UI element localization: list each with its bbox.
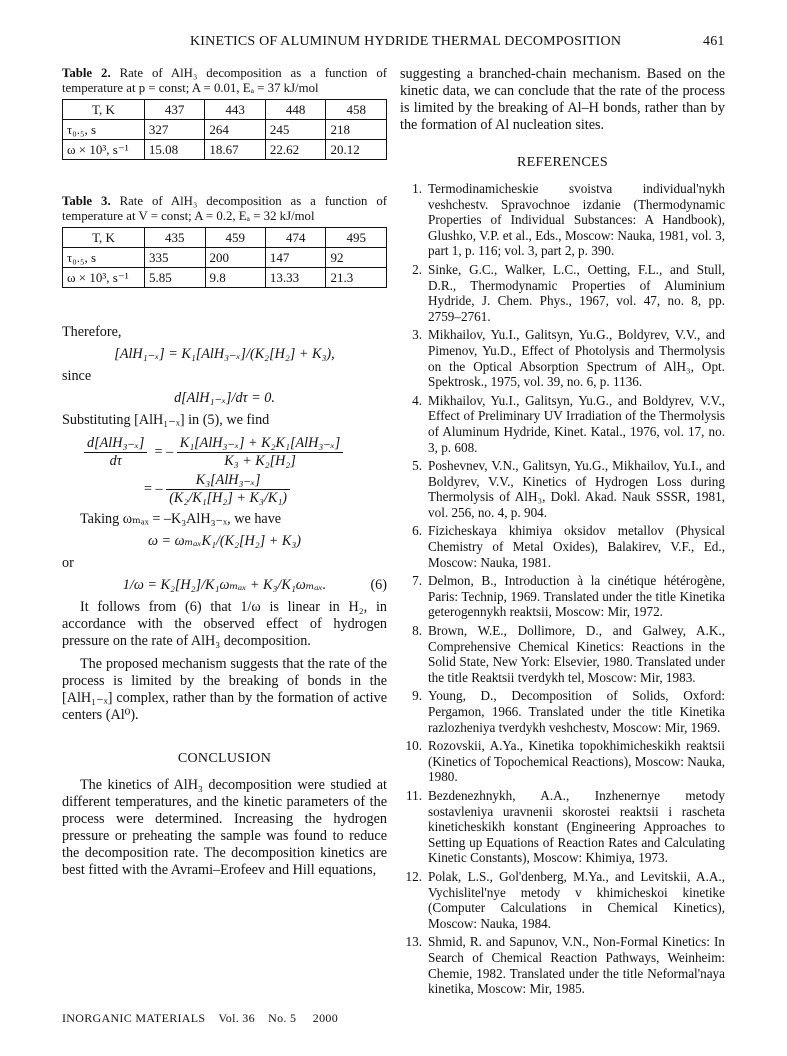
eq3-rhs1-denominator: K₃ + K₂[H₂] <box>224 453 296 469</box>
eq3-lhs-denominator: dτ <box>109 453 122 469</box>
table-cell: 335 <box>145 248 205 268</box>
reference-item <box>400 458 725 520</box>
reference-number: 10. <box>405 738 422 754</box>
table2-caption-text: Rate of AlH₃ decomposition as a function of temperature at p = const; A = 0.01, Eₐ = 37 kJ/mol <box>62 66 387 95</box>
table3-header-label: T, K <box>63 228 145 248</box>
table3-row-tau <box>63 248 387 268</box>
footer-year: 2000 <box>312 1011 338 1025</box>
reference-item <box>400 688 725 735</box>
table2-row1-label: τ₀.₅, s <box>63 120 145 140</box>
table-cell: 92 <box>326 248 387 268</box>
eq3-rhs2-fraction <box>166 472 290 507</box>
eq3-rhs1-numerator: K₁[AlH₃₋ₓ] + K₂K₁[AlH₃₋ₓ] <box>177 435 344 453</box>
table3-caption <box>62 194 387 224</box>
reference-number: 2. <box>412 261 422 277</box>
reference-number: 6. <box>412 523 422 539</box>
equation-3b: = – $\frac{\text{K₃[AlH₃₋ₓ]}}{\text{(K₂/K₁[H₂] + K₃/K₁)}}$ <box>62 472 387 507</box>
reference-number: 8. <box>412 623 422 639</box>
reference-text: Rozovskii, A.Ya., Kinetika topokhimicheskikh reaktsii (Kinetics of Topochemical Reactions), Moscow: Nauka, 1980. <box>428 738 725 785</box>
table-cell: 448 <box>265 100 326 120</box>
eq3-lhs-fraction <box>84 435 147 470</box>
reference-number: 11. <box>406 787 422 803</box>
reference-text: Bezdenezhnykh, A.A., Inzhenernye metody sostavleniya uravnenii skorostei reaktsii i rascheta kineticheskikh konstant (Engineering Approaches to Setting up Equations of Reaction Rates and Calculating Kinetic Constants), Moscow: Khimiya, 1973. <box>428 787 725 866</box>
reference-number: 9. <box>412 688 422 704</box>
table-cell: 443 <box>205 100 266 120</box>
reference-item <box>400 788 725 866</box>
continuation-paragraph: suggesting a branched-chain mechanism. Based on the kinetic data, we can conclude that the rate of the process is limited by the breaking of Al–H bonds, rather than by the formation of Al nucleation sites. <box>400 66 725 133</box>
table-cell: 459 <box>205 228 265 248</box>
reference-item <box>400 181 725 259</box>
equation-2: d[AlH₁₋ₓ]/dτ = 0. <box>174 390 275 406</box>
references-heading: REFERENCES <box>517 155 608 170</box>
conclusion-paragraph: The kinetics of AlH₃ decomposition were studied at different temperatures, and the kinetic parameters of the process were determined. Increasing the hydrogen pressure or preheating the sample was found to reduce the decomposition rate. The decomposition kinetics are best fitted with the Avrami–Erofeev and Hill equations, <box>62 777 387 878</box>
table-cell: 5.85 <box>145 268 205 288</box>
table-cell: 437 <box>144 100 205 120</box>
reference-item <box>400 523 725 570</box>
reference-number: 3. <box>412 327 422 343</box>
reference-item <box>400 262 725 324</box>
table-cell: 22.62 <box>265 140 326 160</box>
reference-text: Sinke, G.C., Walker, L.C., Oetting, F.L., and Stull, D.R., Thermodynamic Properties of Aluminium Hydride, J. Chem. Phys., 1967, vol. 47, no. 8, pp. 2759–2761. <box>428 261 725 324</box>
conclusion-heading: CONCLUSION <box>177 751 272 766</box>
reference-text: Mikhailov, Yu.I., Galitsyn, Yu.G., Boldyrev, V.V., and Pimenov, Yu.D., Effect of Photolysis and Thermolysis on the Optical Absorption Spectrum of AlH₃, Opt. Spektrosk., 1975, vol. 39, no. 6, p. 1136. <box>428 327 725 390</box>
table-cell: 200 <box>205 248 265 268</box>
reference-text: Termodinamicheskie svoistva individual'nykh veshchestv. Spravochnoe izdanie (Thermodynamic Properties of Individual Substances: A Handbook), Glushko, V.P. et al., Eds., Moscow: Nauka, 1981, vol. 3, part 1, p. 116; vol. 3, part 2, p. 390. <box>428 181 725 259</box>
table-cell: 245 <box>265 120 326 140</box>
equation-5-row <box>62 577 387 594</box>
table-cell: 218 <box>326 120 387 140</box>
eq3-rhs2-denominator: (K₂/K₁[H₂] + K₃/K₁) <box>169 490 288 506</box>
journal-footer <box>62 1011 338 1026</box>
reference-text: Young, D., Decomposition of Solids, Oxford: Pergamon, 1966. Translated under the title Kinetika razlozheniya tverdykh veshchestv, Moscow: Mir, 1969. <box>428 688 725 735</box>
table-cell: 13.33 <box>265 268 326 288</box>
table-cell: 264 <box>205 120 266 140</box>
table-cell: 435 <box>145 228 205 248</box>
reference-item <box>400 393 725 455</box>
reference-text: Delmon, B., Introduction à la cinétique hétérogène, Paris: Technip, 1969. Translated under the title Kinetika geterogennykh reaktsii, Moscow: Mir, 1972. <box>428 573 725 620</box>
page-number: 461 <box>703 34 725 49</box>
table-cell: 21.3 <box>326 268 387 288</box>
table3-row-omega <box>63 268 387 288</box>
reference-text: Mikhailov, Yu.I., Galitsyn, Yu.G., and Boldyrev, V.V., Effect of Preliminary UV Irradiation of the Thermolysis of Aluminum Hydride, Kinet. Katal., 1976, vol. 17, no. 3, p. 608. <box>428 392 725 455</box>
reference-item <box>400 869 725 931</box>
table-cell: 147 <box>265 248 326 268</box>
right-column <box>400 66 725 1000</box>
equation-5: 1/ω = K₂[H₂]/K₁ωₘₐₓ + K₃/K₁ωₘₐₓ. <box>122 577 327 593</box>
table-cell: 9.8 <box>205 268 265 288</box>
reference-text: Fizicheskaya khimiya oksidov metallov (Physical Chemistry of Metal Oxides), Balakirev, V.F., Ed., Moscow: Nauka, 1981. <box>428 523 725 570</box>
table2-caption <box>62 66 387 96</box>
table3 <box>62 227 387 288</box>
eq3-rhs2-numerator: K₃[AlH₃₋ₓ] <box>166 472 290 490</box>
reference-number: 12. <box>405 868 422 884</box>
table-cell: 20.12 <box>326 140 387 160</box>
table2-header-label: T, K <box>63 100 145 120</box>
left-column <box>62 66 387 879</box>
table-cell: 495 <box>326 228 387 248</box>
reference-text: Shmid, R. and Sapunov, V.N., Non-Formal Kinetics: In Search of Chemical Reaction Pathways, Weinheim: Chemie, 1982. Translated under the title Neformal'naya kinetika, Moscow: Mir, 1985. <box>428 934 725 997</box>
footer-journal: INORGANIC MATERIALS <box>62 1011 206 1025</box>
table2-caption-label: Table 2. <box>62 66 111 80</box>
eq3-rhs1-fraction <box>177 435 344 470</box>
equation-4: ω = ωₘₐₓK₁/(K₂[H₂] + K₃) <box>147 533 302 549</box>
reference-number: 13. <box>405 934 422 950</box>
reference-item <box>400 738 725 785</box>
reference-item <box>400 327 725 389</box>
footer-issue: No. 5 <box>268 1011 297 1025</box>
or-text: or <box>62 555 74 571</box>
reference-item <box>400 623 725 685</box>
reference-number: 5. <box>412 458 422 474</box>
eq3-lhs-numerator: d[AlH₃₋ₓ] <box>84 435 147 453</box>
references-list <box>400 181 725 997</box>
table-cell: 327 <box>144 120 205 140</box>
reference-text: Brown, W.E., Dollimore, D., and Galwey, A.K., Comprehensive Chemical Kinetics: Reactions in the Solid State, New York: Elsevier, 1980. Translated under the title Reaktsii tverdykh tel, Moscow: Mir, 1983. <box>428 623 725 685</box>
paragraph-mechanism: The proposed mechanism suggests that the rate of the process is limited by the breaking of bonds in the [AlH₁₋ₓ] complex, rather than by the formation of active centers (Al⁰). <box>62 656 387 723</box>
table2-header-row <box>63 100 387 120</box>
therefore-text: Therefore, <box>62 324 122 340</box>
table3-row1-label: τ₀.₅, s <box>63 248 145 268</box>
table3-row2-label: ω × 10³, s⁻¹ <box>63 268 145 288</box>
equation-5-number: (6) <box>370 577 387 593</box>
table3-caption-label: Table 3. <box>62 194 111 208</box>
footer-volume: Vol. 36 <box>218 1011 255 1025</box>
equation-3: $\frac{\text{d[AlH₃₋ₓ]}}{d\tau}$ = – $\frac{\text{K₁[AlH₃₋ₓ] + K₂K₁[AlH₃₋ₓ]}}{\text{K₃ + K₂[H₂]}}$ <box>62 435 387 470</box>
running-header-title: KINETICS OF ALUMINUM HYDRIDE THERMAL DECOMPOSITION <box>190 34 622 49</box>
reference-number: 7. <box>412 573 422 589</box>
reference-text: Polak, L.S., Gol'denberg, M.Ya., and Levitskii, A.A., Vychislitel'nye metody v khimicheskoi kinetike (Computer Calculations in Chemical Kinetics), Moscow: Nauka, 1984. <box>428 868 725 931</box>
table2-row-omega <box>63 140 387 160</box>
paragraph-linear: It follows from (6) that 1/ω is linear in H₂, in accordance with the observed effect of hydrogen pressure on the rate of AlH₃ decomposition. <box>62 599 387 649</box>
reference-number: 1. <box>412 181 422 196</box>
taking-text: Taking ωₘₐₓ = –K₃AlH₃₋ₓ, we have <box>80 511 282 527</box>
reference-item <box>400 573 725 620</box>
table-cell: 18.67 <box>205 140 266 160</box>
table2-row-tau <box>63 120 387 140</box>
table3-header-row <box>63 228 387 248</box>
table-cell: 474 <box>265 228 326 248</box>
table-cell: 458 <box>326 100 387 120</box>
reference-item <box>400 934 725 996</box>
table3-caption-text: Rate of AlH₃ decomposition as a function of temperature at V = const; A = 0.2, Eₐ = 32 kJ/mol <box>62 194 387 223</box>
equation-1: [AlH₁₋ₓ] = K₁[AlH₃₋ₓ]/(K₂[H₂] + K₃), <box>114 346 335 362</box>
table2 <box>62 99 387 160</box>
since-text: since <box>62 368 92 384</box>
reference-text: Poshevnev, V.N., Galitsyn, Yu.G., Mikhailov, Yu.I., and Boldyrev, V.V., Kinetics of Hydrogen Loss during Thermolysis of AlH₃, Dokl. Akad. Nauk SSSR, 1981, vol. 256, no. 4, p. 904. <box>428 458 725 520</box>
table-cell: 15.08 <box>144 140 205 160</box>
reference-number: 4. <box>412 392 422 408</box>
table2-row2-label: ω × 10³, s⁻¹ <box>63 140 145 160</box>
substituting-text: Substituting [AlH₁₋ₓ] in (5), we find <box>62 412 270 428</box>
